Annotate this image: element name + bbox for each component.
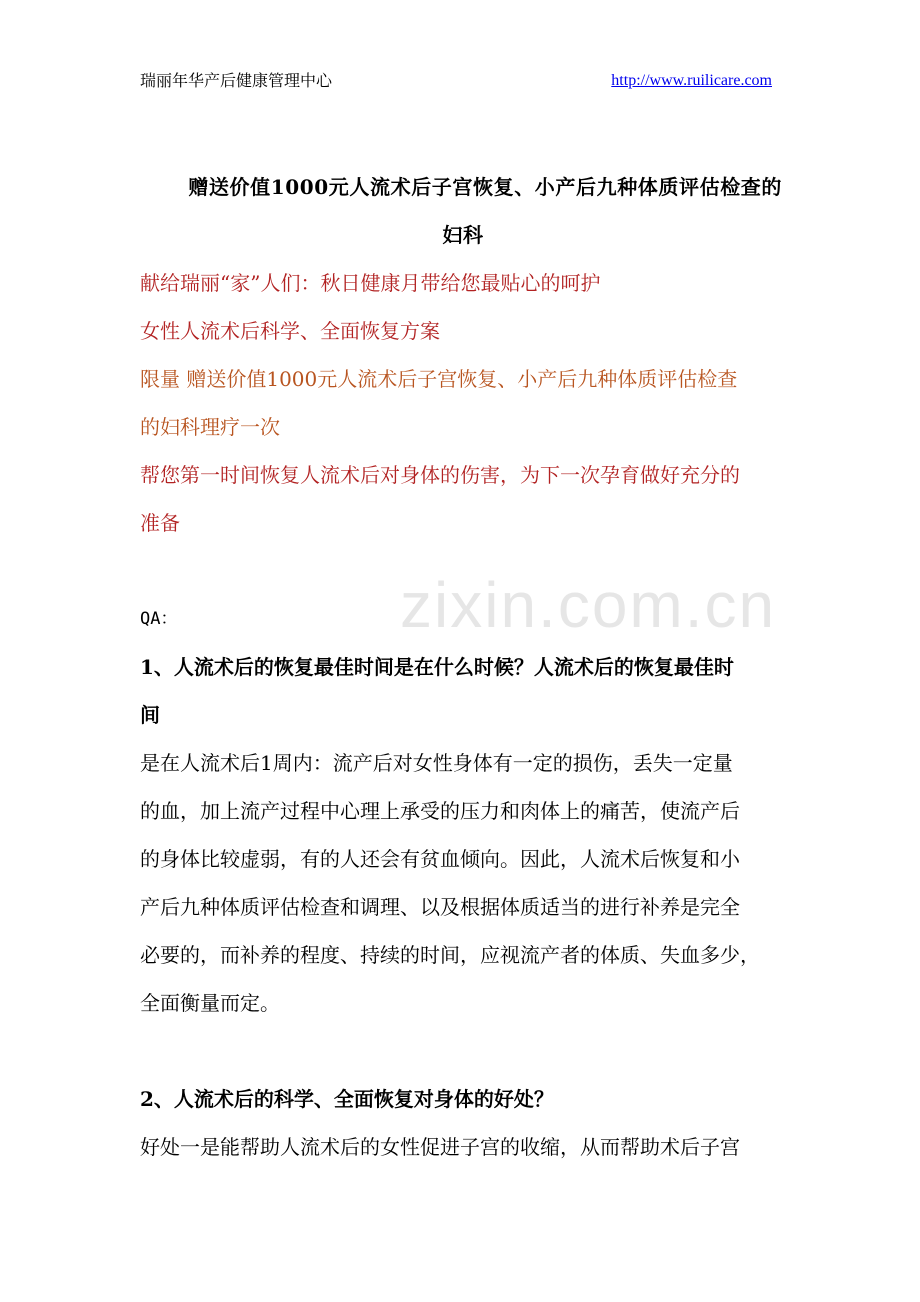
- intro-dedication: 献给瑞丽“家”人们：秋日健康月带给您最贴心的呵护: [140, 271, 601, 295]
- intro-goal-line-2: 准备: [140, 511, 180, 535]
- question-2: 2、人流术后的科学、全面恢复对身体的好处？: [140, 1087, 554, 1111]
- intro-goal-line-1: 帮您第一时间恢复人流术后对身体的伤害，为下一次孕育做好充分的: [140, 463, 740, 487]
- answer-1-line: 产后九种体质评估检查和调理、以及根据体质适当的进行补养是完全: [140, 895, 740, 919]
- question-1-line-2: 间: [140, 703, 160, 727]
- document-body: [140, 163, 782, 1171]
- answer-1-line: 全面衡量而定。: [140, 991, 280, 1015]
- question-1-line-1: 1、人流术后的恢复最佳时间是在什么时候？人流术后的恢复最佳时: [140, 655, 734, 679]
- intro-offer-line-2: 的妇科理疗一次: [140, 415, 280, 439]
- answer-1-line: 的身体比较虚弱，有的人还会有贫血倾向。因此，人流术后恢复和小: [140, 847, 740, 871]
- answer-2-line: 好处一是能帮助人流术后的女性促进子宫的收缩，从而帮助术后子宫: [140, 1135, 740, 1159]
- intro-plan-title: 女性人流术后科学、全面恢复方案: [140, 319, 440, 343]
- answer-1-line: 是在人流术后1周内：流产后对女性身体有一定的损伤，丢失一定量: [140, 751, 733, 775]
- spacer: [140, 547, 782, 595]
- header-org-name: 瑞丽年华产后健康管理中心: [140, 71, 333, 90]
- title-line-2: 妇科: [442, 223, 484, 247]
- intro-offer-line-1: 限量 赠送价值1000元人流术后子宫恢复、小产后九种体质评估检查: [140, 367, 738, 391]
- header-url-link[interactable]: http://www.ruilicare.com: [611, 72, 772, 89]
- answer-1-line: 必要的，而补养的程度、持续的时间，应视流产者的体质、失血多少，: [140, 943, 760, 967]
- document-title: [140, 163, 782, 259]
- watermark-text: zixin.com.cn: [400, 569, 777, 641]
- title-line-1: 赠送价值1000元人流术后子宫恢复、小产后九种体质评估检查的: [188, 175, 782, 199]
- qa-label: QA：: [140, 609, 178, 629]
- answer-1-line: 的血，加上流产过程中心理上承受的压力和肉体上的痛苦，使流产后: [140, 799, 740, 823]
- spacer: [140, 1027, 782, 1075]
